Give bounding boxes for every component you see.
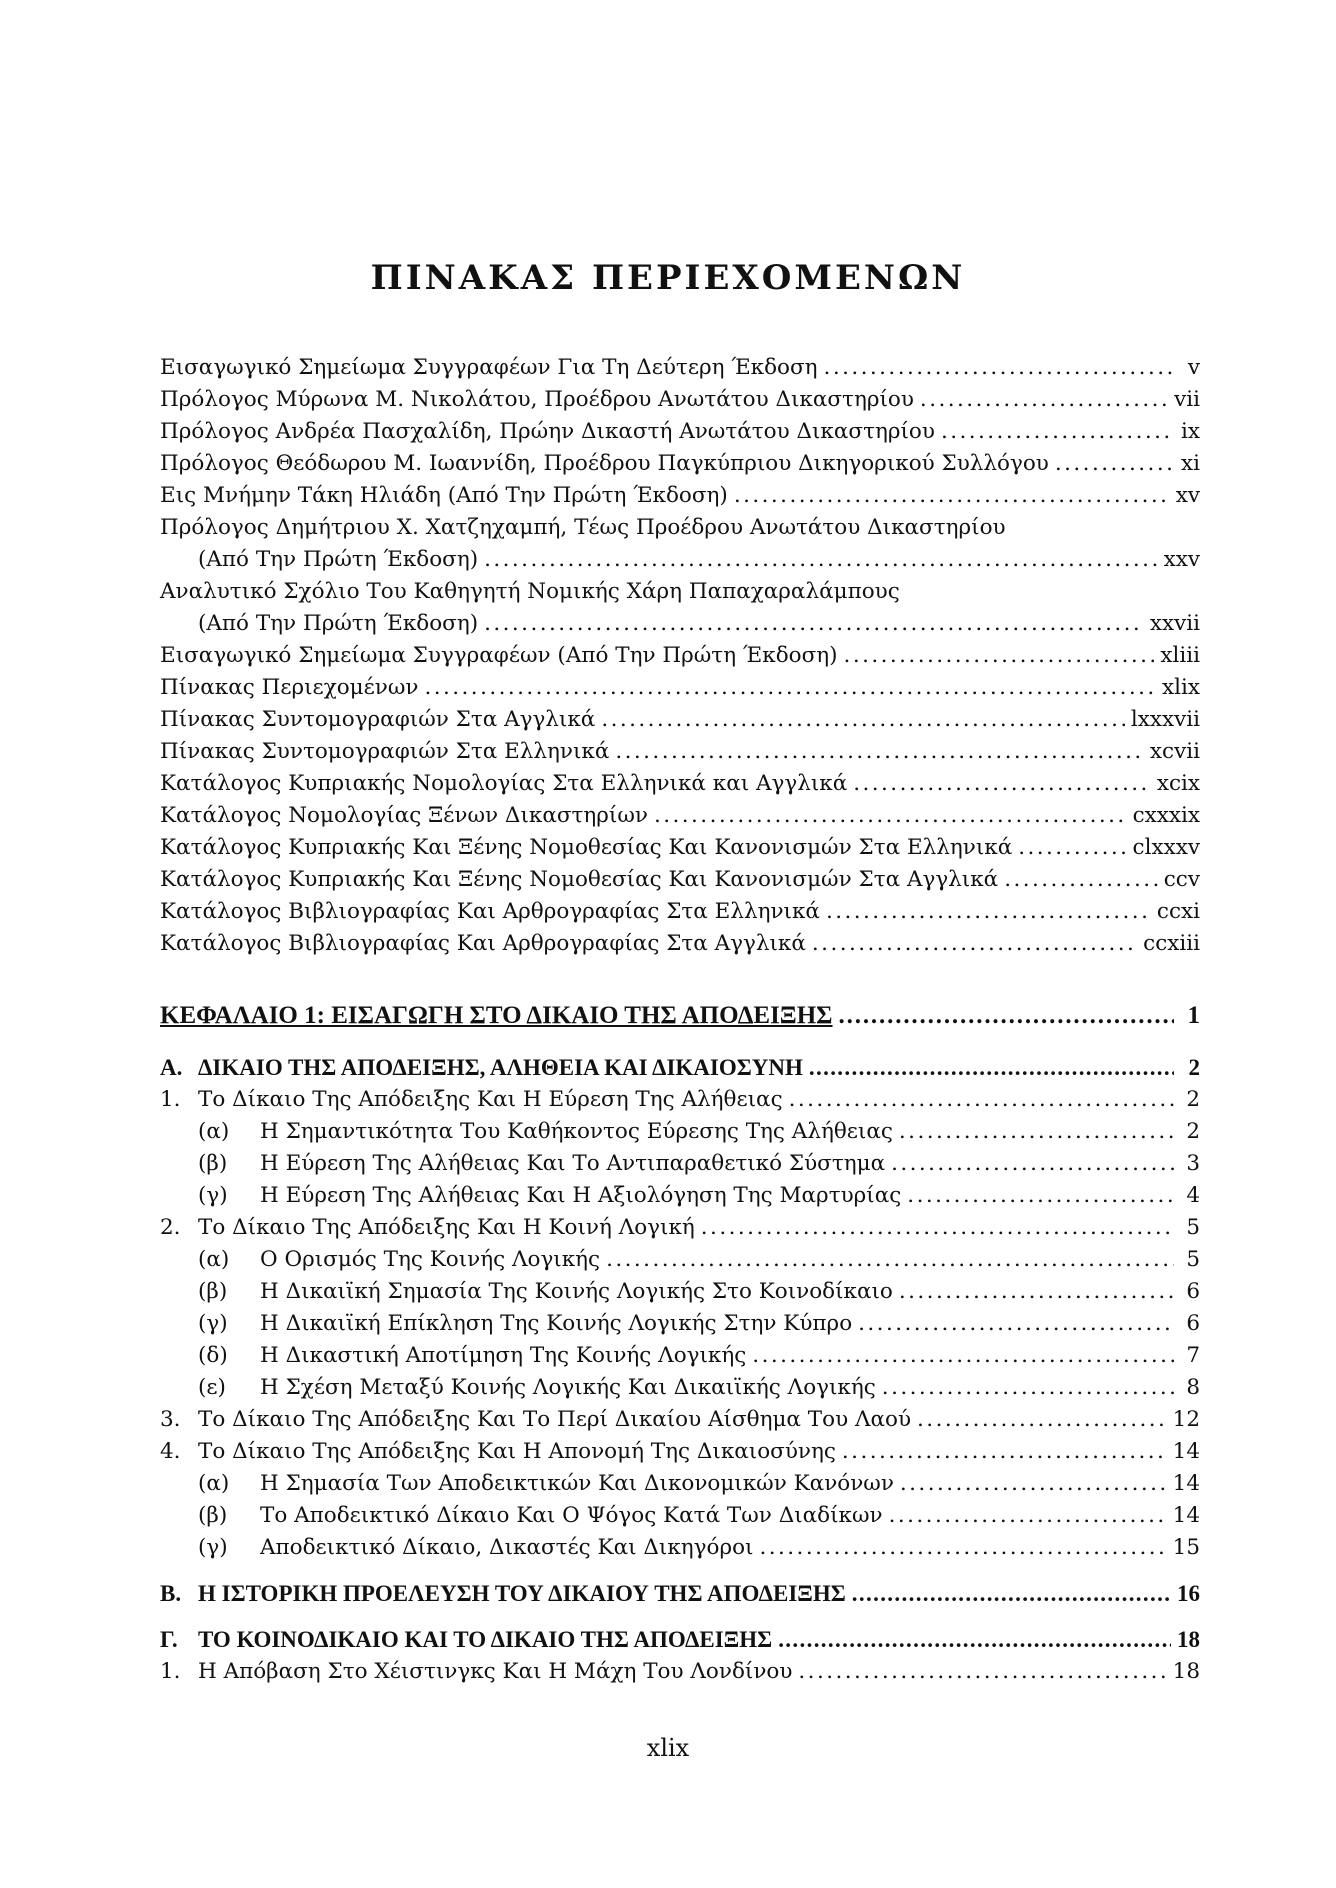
subitem-text: Η Εύρεση Της Αλήθειας Και Η Αξιολόγηση Της Μαρτυρίας: [260, 1183, 902, 1208]
toc-subitem[interactable]: [160, 1340, 1200, 1372]
dot-leader: [1018, 832, 1126, 864]
dot-leader: [701, 1212, 1174, 1244]
dot-leader: [900, 1468, 1167, 1500]
dot-leader: [601, 704, 1125, 736]
chapter-title: ΚΕΦΑΛΑΙΟ 1: ΕΙΣΑΓΩΓΗ ΣΤΟ ΔΙΚΑΙΟ ΤΗΣ ΑΠΟΔΕΙΞΗΣ: [160, 1002, 833, 1029]
toc-page-number: 8: [1186, 1375, 1200, 1400]
toc-page-number: 14: [1172, 1439, 1200, 1464]
dot-leader: [889, 1500, 1167, 1532]
toc-page-number: ix: [1180, 419, 1200, 444]
toc-page-number: 1: [1187, 1002, 1200, 1029]
toc-entry[interactable]: [160, 672, 1200, 704]
subitem-letter: (ε): [198, 1375, 226, 1400]
dot-leader: [858, 1308, 1174, 1340]
item-number: 4.: [160, 1439, 181, 1464]
toc-page-number: cxxxix: [1132, 803, 1200, 828]
dot-leader: [424, 672, 1156, 704]
page-number: xlix: [646, 1734, 690, 1762]
subitem-text: Ο Ορισμός Της Κοινής Λογικής: [260, 1247, 601, 1272]
toc-page-number: 7: [1186, 1343, 1200, 1368]
subitem-letter: (β): [198, 1151, 228, 1176]
dot-leader: [844, 640, 1155, 672]
section-title: ΤΟ ΚΟΙΝΟΔΙΚΑΙΟ ΚΑΙ ΤΟ ΔΙΚΑΙΟ ΤΗΣ ΑΠΟΔΕΙΞΗΣ: [198, 1627, 773, 1652]
toc-page-number: 5: [1186, 1247, 1200, 1272]
subitem-letter: (δ): [198, 1343, 228, 1368]
subitem-letter: (α): [198, 1471, 230, 1496]
toc-page-number: 3: [1186, 1151, 1200, 1176]
subitem-text: Η Εύρεση Της Αλήθειας Και Το Αντιπαραθετικό Σύστημα: [260, 1151, 886, 1176]
dot-leader: [907, 1180, 1174, 1212]
toc-entry[interactable]: [160, 448, 1200, 480]
toc-page-number: 18: [1172, 1659, 1200, 1684]
dot-leader: [1004, 864, 1158, 896]
subitem-text: Η Δικαιϊκή Σημασία Της Κοινής Λογικής Στο Κοινοδίκαιο: [260, 1279, 893, 1304]
toc-page-number: ccxiii: [1143, 931, 1200, 956]
toc-subitem[interactable]: [160, 1372, 1200, 1404]
toc-page-number: 6: [1186, 1279, 1200, 1304]
toc-entry-text: Πρόλογος Ανδρέα Πασχαλίδη, Πρώην Δικαστή Ανωτάτου Δικαστηρίου: [160, 419, 935, 444]
toc-entry-text: Πρόλογος Μύρωνα Μ. Νικολάτου, Προέδρου Ανωτάτου Δικαστηρίου: [160, 387, 914, 412]
dot-leader: [899, 1116, 1174, 1148]
item-number: 2.: [160, 1215, 181, 1240]
dot-leader: [606, 1244, 1174, 1276]
toc-entry[interactable]: [160, 576, 1200, 608]
toc-page-number: v: [1187, 355, 1200, 380]
section-title: Η ΙΣΤΟΡΙΚΗ ΠΡΟΕΛΕΥΣΗ ΤΟΥ ΔΙΚΑΙΟΥ ΤΗΣ ΑΠΟΔΕΙΞΗΣ: [198, 1581, 846, 1606]
toc-entry-text: Πίνακας Συντομογραφιών Στα Ελληνικά: [160, 739, 610, 764]
toc-entry-text: Πίνακας Συντομογραφιών Στα Αγγλικά: [160, 707, 596, 732]
section-title: ΔΙΚΑΙΟ ΤΗΣ ΑΠΟΔΕΙΞΗΣ, ΑΛΗΘΕΙΑ ΚΑΙ ΔΙΚΑΙΟΣΥΝΗ: [198, 1055, 803, 1080]
item-number: 3.: [160, 1407, 181, 1432]
item-text: Το Δίκαιο Της Απόδειξης Και Η Απονομή Της Δικαιοσύνης: [198, 1439, 836, 1464]
toc-page-number: 4: [1186, 1183, 1200, 1208]
table-of-contents: [160, 352, 1200, 1688]
toc-page-number: 2: [1186, 1087, 1200, 1112]
toc-entry-text: Πρόλογος Δημήτριου Χ. Χατζηχαμπή, Τέως Προέδρου Ανωτάτου Δικαστηρίου: [160, 515, 1006, 540]
dot-leader: [812, 928, 1137, 960]
toc-entry[interactable]: [160, 480, 1200, 512]
toc-entry[interactable]: [160, 416, 1200, 448]
item-text: Το Δίκαιο Της Απόδειξης Και Το Περί Δικαίου Αίσθημα Του Λαού: [198, 1407, 912, 1432]
dot-leader: [826, 896, 1151, 928]
subitem-text: Η Σημασία Των Αποδεικτικών Και Δικονομικών Κανόνων: [260, 1471, 894, 1496]
item-number: 1.: [160, 1087, 181, 1112]
toc-page-number: 14: [1172, 1503, 1200, 1528]
subitem-text: Το Αποδεικτικό Δίκαιο Και Ο Ψόγος Κατά Των Διαδίκων: [260, 1503, 883, 1528]
toc-entry-text: Κατάλογος Κυπριακής Και Ξένης Νομοθεσίας Και Κανονισμών Στα Ελληνικά: [160, 835, 1013, 860]
section-label: Γ.: [160, 1627, 178, 1652]
toc-entry[interactable]: [160, 640, 1200, 672]
toc-item[interactable]: [160, 1436, 1200, 1468]
subitem-text: Αποδεικτικό Δίκαιο, Δικαστές Και Δικηγόροι: [260, 1535, 754, 1560]
toc-subitem[interactable]: [160, 1148, 1200, 1180]
toc-entry-text: Αναλυτικό Σχόλιο Του Καθηγητή Νομικής Χάρη Παπαχαραλάμπους: [160, 579, 900, 604]
toc-subitem[interactable]: [160, 1244, 1200, 1276]
toc-page-number: xcvii: [1149, 739, 1200, 764]
toc-entry[interactable]: [160, 704, 1200, 736]
toc-entry[interactable]: [160, 768, 1200, 800]
toc-page-number: 18: [1177, 1627, 1200, 1652]
toc-page-number: clxxxv: [1132, 835, 1200, 860]
dot-leader: [759, 1532, 1166, 1564]
toc-page-number: 5: [1186, 1215, 1200, 1240]
toc-page-number: 2: [1186, 1119, 1200, 1144]
toc-entry[interactable]: [160, 928, 1200, 960]
dot-leader: [484, 608, 1144, 640]
toc-subitem[interactable]: [160, 1180, 1200, 1212]
dot-leader: [842, 1436, 1167, 1468]
toc-subitem[interactable]: [160, 1532, 1200, 1564]
dot-leader: [1055, 448, 1174, 480]
toc-entry[interactable]: [160, 384, 1200, 416]
toc-page-number: xlix: [1161, 675, 1200, 700]
dot-leader: [809, 1052, 1174, 1084]
toc-page-number: 15: [1172, 1535, 1200, 1560]
item-text: Το Δίκαιο Της Απόδειξης Και Η Κοινή Λογική: [198, 1215, 695, 1240]
toc-entry[interactable]: [160, 832, 1200, 864]
subitem-text: Η Δικαιϊκή Επίκληση Της Κοινής Λογικής Στην Κύπρο: [260, 1311, 853, 1336]
subitem-letter: (γ): [198, 1311, 228, 1336]
toc-entry-text: Κατάλογος Βιβλιογραφίας Και Αρθρογραφίας Στα Ελληνικά: [160, 899, 820, 924]
dot-leader: [920, 384, 1168, 416]
toc-entry-text: Κατάλογος Νομολογίας Ξένων Δικαστηρίων: [160, 803, 648, 828]
toc-chapter-heading[interactable]: [160, 994, 1200, 1038]
toc-section-heading[interactable]: [160, 1578, 1200, 1610]
subitem-letter: (β): [198, 1279, 228, 1304]
toc-page-number: ccxi: [1156, 899, 1200, 924]
section-label: Β.: [160, 1581, 182, 1606]
subitem-text: Η Δικαστική Αποτίμηση Της Κοινής Λογικής: [260, 1343, 747, 1368]
toc-section-heading[interactable]: [160, 1052, 1200, 1084]
toc-page-number: xxv: [1163, 547, 1200, 572]
toc-entry[interactable]: [160, 544, 1200, 576]
toc-entry-text: Πρόλογος Θεόδωρου Μ. Ιωαννίδη, Προέδρου Παγκύπριου Δικηγορικού Συλλόγου: [160, 451, 1049, 476]
toc-page-number: xxvii: [1149, 611, 1200, 636]
toc-entry[interactable]: [160, 608, 1200, 640]
subitem-letter: (α): [198, 1119, 230, 1144]
toc-entry[interactable]: [160, 896, 1200, 928]
dot-leader: [615, 736, 1144, 768]
dot-leader: [839, 994, 1174, 1038]
toc-entry-text: Εις Μνήμην Τάκη Ηλιάδη (Από Την Πρώτη Έκδοση): [160, 483, 728, 508]
toc-page-number: xv: [1175, 483, 1200, 508]
item-text: Το Δίκαιο Της Απόδειξης Και Η Εύρεση Της Αλήθειας: [198, 1087, 783, 1112]
subitem-letter: (γ): [198, 1535, 228, 1560]
item-number: 1.: [160, 1659, 181, 1684]
subitem-text: Η Σχέση Μεταξύ Κοινής Λογικής Και Δικαιϊκής Λογικής: [260, 1375, 876, 1400]
toc-subitem[interactable]: [160, 1116, 1200, 1148]
item-text: Η Απόβαση Στο Χέιστινγκς Και Η Μάχη Του Λονδίνου: [198, 1659, 793, 1684]
dot-leader: [852, 1578, 1171, 1610]
dot-leader: [899, 1276, 1174, 1308]
toc-subitem[interactable]: [160, 1276, 1200, 1308]
dot-leader: [798, 1656, 1166, 1688]
toc-entry-text: Πίνακας Περιεχομένων: [160, 675, 419, 700]
toc-subitem[interactable]: [160, 1500, 1200, 1532]
toc-entry-text: (Από Την Πρώτη Έκδοση): [198, 547, 479, 572]
subitem-letter: (β): [198, 1503, 228, 1528]
dot-leader: [853, 768, 1151, 800]
dot-leader: [654, 800, 1127, 832]
toc-subitem[interactable]: [160, 1468, 1200, 1500]
toc-page-number: ccv: [1163, 867, 1200, 892]
section-label: Α.: [160, 1055, 183, 1080]
toc-entry[interactable]: [160, 800, 1200, 832]
toc-entry-text: Κατάλογος Κυπριακής Νομολογίας Στα Ελληνικά και Αγγλικά: [160, 771, 848, 796]
toc-subitem[interactable]: [160, 1308, 1200, 1340]
dot-leader: [778, 1624, 1171, 1656]
dot-leader: [484, 544, 1157, 576]
toc-page-number: 12: [1172, 1407, 1200, 1432]
toc-entry-text: Κατάλογος Κυπριακής Και Ξένης Νομοθεσίας Και Κανονισμών Στα Αγγλικά: [160, 867, 999, 892]
page-title: ΠΙΝΑΚΑΣ ΠΕΡΙΕΧΟΜΕΝΩΝ: [370, 258, 966, 298]
toc-page-number: xcix: [1156, 771, 1200, 796]
toc-item[interactable]: [160, 1212, 1200, 1244]
toc-page-number: 2: [1188, 1055, 1200, 1080]
toc-entry[interactable]: [160, 512, 1200, 544]
toc-entry-text: (Από Την Πρώτη Έκδοση): [198, 611, 479, 636]
dot-leader: [891, 1148, 1174, 1180]
toc-page-number: 16: [1177, 1581, 1200, 1606]
subitem-letter: (γ): [198, 1183, 228, 1208]
toc-page-number: vii: [1174, 387, 1200, 412]
toc-item[interactable]: [160, 1656, 1200, 1688]
toc-entry-text: Εισαγωγικό Σημείωμα Συγγραφέων Για Τη Δεύτερη Έκδοση: [160, 355, 818, 380]
toc-entry[interactable]: [160, 736, 1200, 768]
subitem-letter: (α): [198, 1247, 230, 1272]
dot-leader: [752, 1340, 1174, 1372]
dot-leader: [789, 1084, 1174, 1116]
toc-entry[interactable]: [160, 352, 1200, 384]
toc-section-heading[interactable]: [160, 1624, 1200, 1656]
subitem-text: Η Σημαντικότητα Του Καθήκοντος Εύρεσης Της Αλήθειας: [260, 1119, 893, 1144]
toc-page-number: lxxxvii: [1130, 707, 1200, 732]
toc-page-number: 14: [1172, 1471, 1200, 1496]
dot-leader: [824, 352, 1174, 384]
toc-page-number: xi: [1180, 451, 1200, 476]
toc-entry[interactable]: [160, 864, 1200, 896]
dot-leader: [734, 480, 1170, 512]
dot-leader: [882, 1372, 1174, 1404]
toc-page-number: 6: [1186, 1311, 1200, 1336]
toc-page-number: xliii: [1160, 643, 1200, 668]
dot-leader: [917, 1404, 1167, 1436]
toc-entry-text: Κατάλογος Βιβλιογραφίας Και Αρθρογραφίας Στα Αγγλικά: [160, 931, 806, 956]
toc-item[interactable]: [160, 1084, 1200, 1116]
toc-item[interactable]: [160, 1404, 1200, 1436]
toc-entry-text: Εισαγωγικό Σημείωμα Συγγραφέων (Από Την Πρώτη Έκδοση): [160, 643, 838, 668]
dot-leader: [941, 416, 1174, 448]
